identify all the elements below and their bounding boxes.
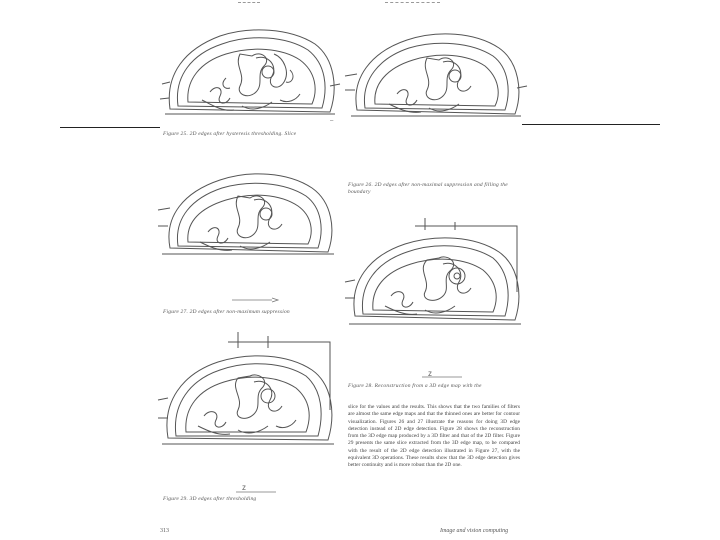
figure-5-ct-slice: [158, 326, 338, 456]
page-number: 313: [160, 528, 169, 534]
running-footer: Image and vision computing: [440, 528, 509, 534]
figure-4-caption: Figure 28. Reconstruction from a 3D edge map with the: [348, 383, 482, 389]
svg-text:z: z: [428, 369, 432, 378]
figure-1-caption: Figure 25. 2D edges after hysteresis thresholding. Slice: [163, 131, 297, 137]
body-text: slice for the values and the results. This shows that the two families of filters are almost the same edge maps and that the thinned ones are better for contour visualization. Figures 26 and 27 illustrate the reasons for doing 3D edge detection instead of 2D edge detection. Figure 28 shows the reconstruction from the 3D edge map produced by a 3D filter and that of the 2D filter. Figure 29 presents the same slice extracted from the 3D edge map, to be compared with the result of the 2D edge detection illustrated in Figure 27, with the equivalent 3D operations. These results show that the 3D edge detection gives better continuity and is more robust than the 2D one.: [348, 404, 520, 469]
figure-2-caption: Figure 26. 2D edges after non-maximal suppression and filling the boundary: [348, 182, 508, 195]
figure-3-caption: Figure 27. 2D edges after non-maximum suppression: [163, 309, 290, 315]
figure-1-ct-slice: [160, 14, 340, 128]
svg-text:z: z: [242, 483, 246, 492]
header-mark-right: [385, 2, 440, 5]
figure-5-label-mark: [232, 480, 282, 494]
rule-right: [522, 124, 660, 125]
figure-2-ct-slice: [345, 18, 525, 128]
rule-left: [60, 127, 160, 128]
svg-text:–: –: [330, 118, 334, 124]
figure-4-ct-slice: [345, 212, 525, 332]
figure-3-label-mark: [232, 296, 282, 304]
figure-4-label-mark: [418, 367, 468, 379]
header-mark-left: [238, 2, 260, 5]
figure-3-ct-slice: [158, 160, 338, 265]
figure-5-caption: Figure 29. 3D edges after thresholding: [163, 496, 257, 502]
